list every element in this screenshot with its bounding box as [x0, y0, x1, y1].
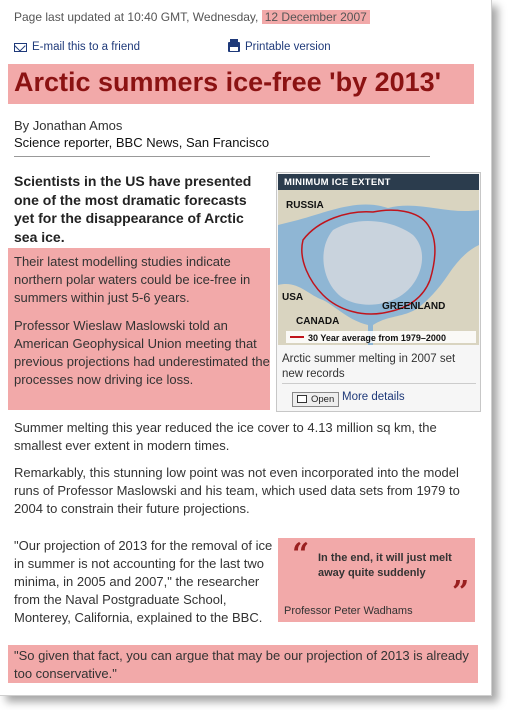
divider	[14, 156, 430, 157]
map-label-greenland: GREENLAND	[382, 301, 446, 312]
paragraph-4: Remarkably, this stunning low point was not even incorporated into the model runs of Professor Maslowski and his team, which used data sets from 1979 to 2004 to constrain their future projections.	[14, 465, 460, 516]
last-updated	[14, 10, 370, 24]
map-header: MINIMUM ICE EXTENT	[278, 174, 479, 190]
map-label-usa: USA	[282, 292, 304, 303]
last-updated-prefix: Page last updated at 10:40 GMT, Wednesday,	[14, 10, 259, 24]
print-link-label: Printable version	[245, 41, 331, 53]
pullquote-text: In the end, it will just melt away quite suddenly	[318, 552, 452, 579]
print-link[interactable]	[228, 41, 331, 53]
open-button-label: Open	[311, 394, 335, 405]
map-legend: 30 Year average from 1979–2000	[308, 333, 446, 343]
pullquote-attribution: Professor Peter Wadhams	[284, 605, 413, 617]
printer-icon	[228, 42, 240, 52]
open-quote-icon: “	[292, 537, 310, 572]
email-link-label: E-mail this to a friend	[32, 41, 141, 53]
map-label-russia: RUSSIA	[286, 200, 324, 211]
close-quote-icon: ”	[452, 575, 470, 610]
paragraph-6: "So given that fact, you can argue that may be our projection of 2013 is already too conservative."	[14, 648, 469, 681]
paragraph-5: "Our projection of 2013 for the removal of ice in summer is not accounting for the last two minima, in 2005 and 2007," the researcher from the Naval Postgraduate School, Monterey, California, explained to the BBC.	[14, 538, 273, 625]
intro-paragraph: Scientists in the US have presented one of the most dramatic forecasts yet for the disappearance of Arctic sea ice.	[14, 173, 252, 245]
author-role: Science reporter, BBC News, San Francisco	[14, 135, 270, 150]
envelope-icon	[14, 43, 27, 52]
byline: By Jonathan Amos	[14, 118, 123, 133]
headline-highlight	[8, 64, 474, 104]
open-button[interactable]	[292, 392, 339, 407]
map-label-canada: CANADA	[296, 316, 340, 327]
headline: Arctic summers ice-free 'by 2013'	[14, 67, 442, 97]
paragraph-3: Summer melting this year reduced the ice cover to 4.13 million sq km, the smallest ever extent in modern times.	[14, 420, 437, 453]
paragraph-1: Their latest modelling studies indicate northern polar waters could be ice-free in summers within just 5-6 years.	[14, 254, 251, 305]
window-icon	[297, 395, 307, 403]
email-link[interactable]	[14, 41, 140, 53]
arctic-map	[278, 190, 479, 345]
map-divider	[282, 383, 476, 384]
more-details-link[interactable]: More details	[342, 391, 405, 403]
paragraph-2: Professor Wieslaw Maslowski told an American Geophysical Union meeting that previous projections had underestimated the processes now driving ice loss.	[14, 318, 270, 387]
map-caption: Arctic summer melting in 2007 set new records	[282, 353, 456, 380]
last-updated-date: 12 December 2007	[262, 10, 370, 24]
